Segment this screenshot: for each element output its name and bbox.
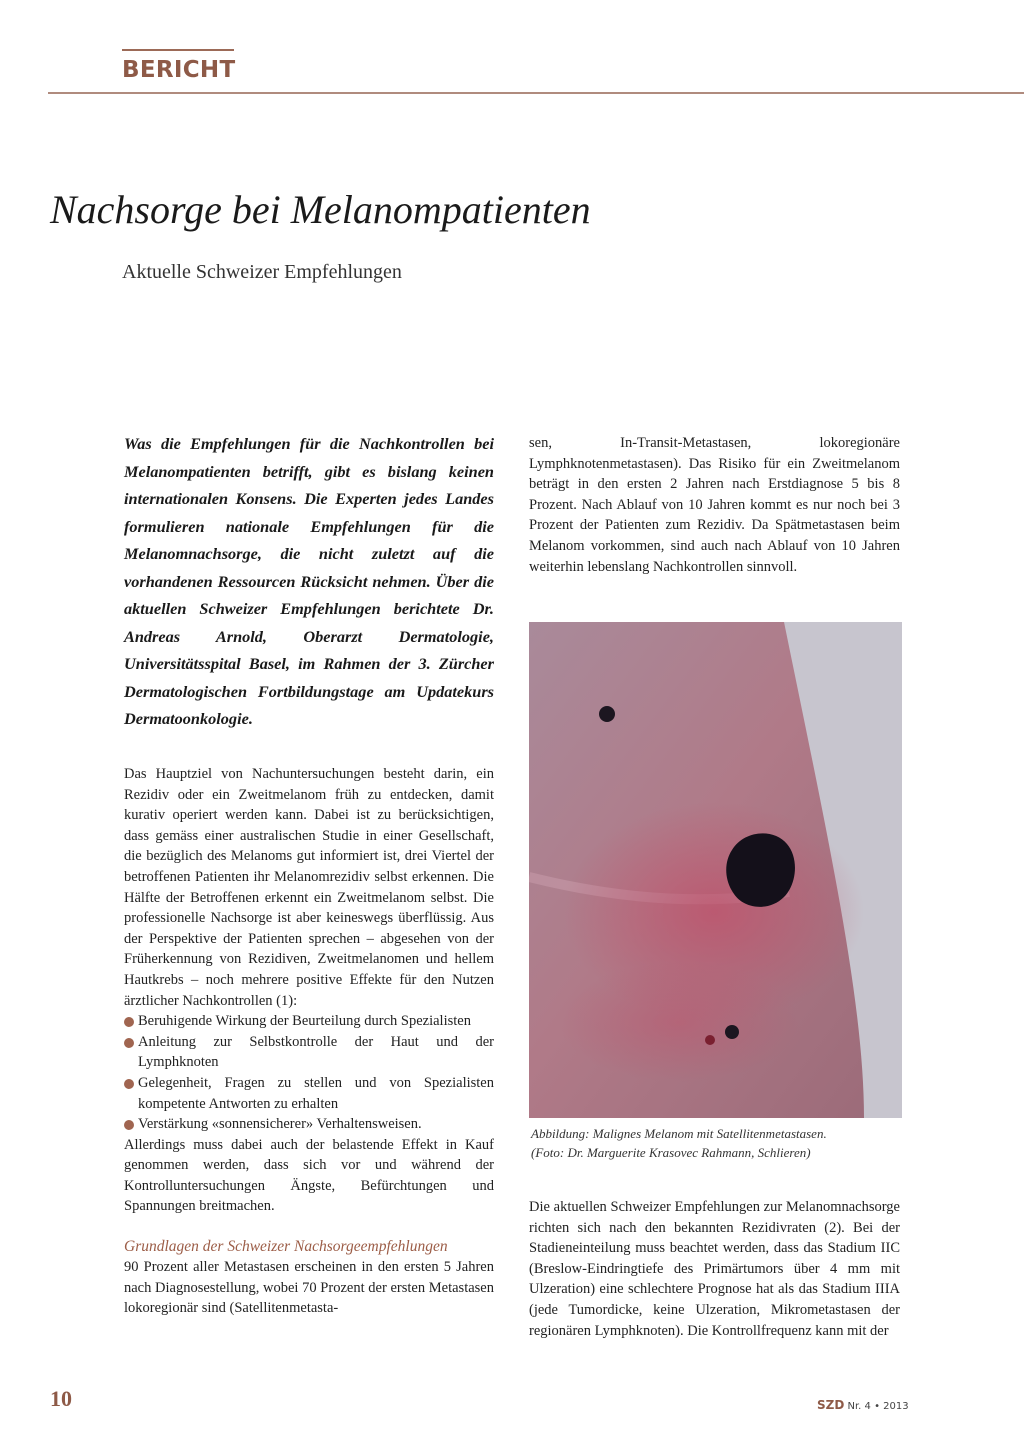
- footer: [817, 1398, 909, 1412]
- journal-name: SZD: [817, 1398, 845, 1412]
- melanoma-photo: [529, 622, 902, 1118]
- list-item: [124, 1011, 494, 1032]
- list-item: [124, 1073, 494, 1114]
- figure-caption: [531, 1124, 903, 1162]
- list-item: [124, 1114, 494, 1135]
- basics-paragraph: 90 Prozent aller Metastasen erscheinen in den ersten 5 Jahren nach Diagnosestellung, wobei 70 Prozent der ersten Metastasen lokoregionär sind (Satellitenmetasta-: [124, 1259, 494, 1317]
- satellite-lesion: [599, 706, 615, 722]
- lead-paragraph: Was die Empfehlungen für die Nachkontrollen bei Melanompatienten betrifft, gibt es bislang keinen internationalen Konsens. Die Experten jedes Landes formulieren nationale Empfehlungen für die Melanomnachsorge, die nicht zuletzt auf die vorhandenen Ressourcen Rücksicht nehmen. Über die aktuellen Schweizer Empfehlungen berichtete Dr. Andreas Arnold, Oberarzt Dermatologie, Universitätsspital Basel, im Rahmen der 3. Zürcher Dermatologischen Fortbildungstage am Updatekurs Dermatoonkologie.: [124, 434, 494, 728]
- satellite-lesion: [705, 1035, 715, 1045]
- list-item-text: Gelegenheit, Fragen zu stellen und von Spezialisten kompetente Antworten zu erhalten: [138, 1074, 494, 1112]
- bullet-icon: [124, 1038, 134, 1048]
- list-item-text: Anleitung zur Selbstkontrolle der Haut und der Lymphknoten: [138, 1033, 494, 1071]
- right-column-top: [529, 433, 900, 577]
- article-subtitle: Aktuelle Schweizer Empfehlungen: [122, 261, 402, 283]
- continuation-paragraph: sen, In-Transit-Metastasen, lokoregionäre Lymphknotenmetastasen). Das Risiko für ein Zweitmelanom beträgt in den ersten 2 Jahren nach Erstdiagnose 5 bis 8 Prozent. Nach Ablauf von 10 Jahren kommt es nur noch bei 3 Prozent der Patienten zum Rezidiv. Da Spätmetastasen beim Melanom vorkommen, sind auch nach Ablauf von 10 Jahren weiterhin lebenslang Nachkontrollen sinnvoll.: [529, 435, 900, 575]
- left-column: [124, 764, 494, 1319]
- list-item-text: Beruhigende Wirkung der Beurteilung durch Spezialisten: [138, 1013, 471, 1030]
- bullet-icon: [124, 1017, 134, 1027]
- primary-melanoma-lesion: [726, 833, 795, 907]
- issue-info: Nr. 4 • 2013: [847, 1401, 909, 1412]
- photo-credit: (Foto: Dr. Marguerite Krasovec Rahmann, Schlieren): [531, 1145, 811, 1160]
- article-title: Nachsorge bei Melanompatienten: [50, 187, 591, 232]
- bullet-icon: [124, 1079, 134, 1089]
- intro-paragraph: Das Hauptziel von Nachuntersuchungen besteht darin, ein Rezidiv oder ein Zweitmelanom früh zu entdecken, damit kurativ operiert werden kann. Dabei ist zu berücksichtigen, dass gemäss einer australischen Studie in einer Gesellschaft, die bezüglich des Melanoms gut informiert ist, drei Viertel der betroffenen Patienten ihr Melanomrezidiv selbst erkennen. Die Hälfte der Betroffenen erkennt ein Zweitmelanom selbst. Die professionelle Nachsorge ist aber keineswegs überflüssig. Aus der Perspektive der Patienten sprechen – abgesehen von der Früherkennung von Rezidiven, Zweitmelanomen und hellem Hautkrebs – noch mehrere positive Effekte für den Nutzen ärztlicher Nachkontrollen (1):: [124, 766, 494, 1009]
- after-list-paragraph: Allerdings muss dabei auch der belastende Effekt in Kauf genommen werden, dass sich vor und während der Kontrolluntersuchungen Ängste, Befürchtungen und Spannungen breitmachen.: [124, 1136, 494, 1215]
- satellite-lesion: [725, 1025, 739, 1039]
- header-rule: [48, 92, 1024, 94]
- benefits-list: [124, 1011, 494, 1135]
- list-item-text: Verstärkung «sonnensicherer» Verhaltensweisen.: [138, 1116, 422, 1133]
- right-column-bottom: [529, 1197, 900, 1341]
- bullet-icon: [124, 1120, 134, 1130]
- inflammation-area: [559, 962, 799, 1082]
- section-top-rule: [122, 49, 234, 51]
- page-number: 10: [50, 1386, 72, 1411]
- section-subheading: Grundlagen der Schweizer Nachsorgeempfehlungen: [124, 1238, 448, 1256]
- section-label: BERICHT: [122, 57, 236, 83]
- list-item: [124, 1032, 494, 1073]
- caption-line: Abbildung: Malignes Melanom mit Satellitenmetastasen.: [531, 1126, 827, 1141]
- recommendations-paragraph: Die aktuellen Schweizer Empfehlungen zur Melanomnachsorge richten sich nach den bekannten Rezidivraten (2). Bei der Stadieneinteilung muss beachtet werden, dass das Stadium IIC (Breslow-Eindringtiefe des Primärtumors über 4 mm mit Ulzeration) eine schlechtere Prognose hat als das Stadium IIIA (jede Tumordicke, keine Ulzeration, Mikrometastasen der regionären Lymphknoten). Die Kontrollfrequenz kann mit der: [529, 1199, 900, 1339]
